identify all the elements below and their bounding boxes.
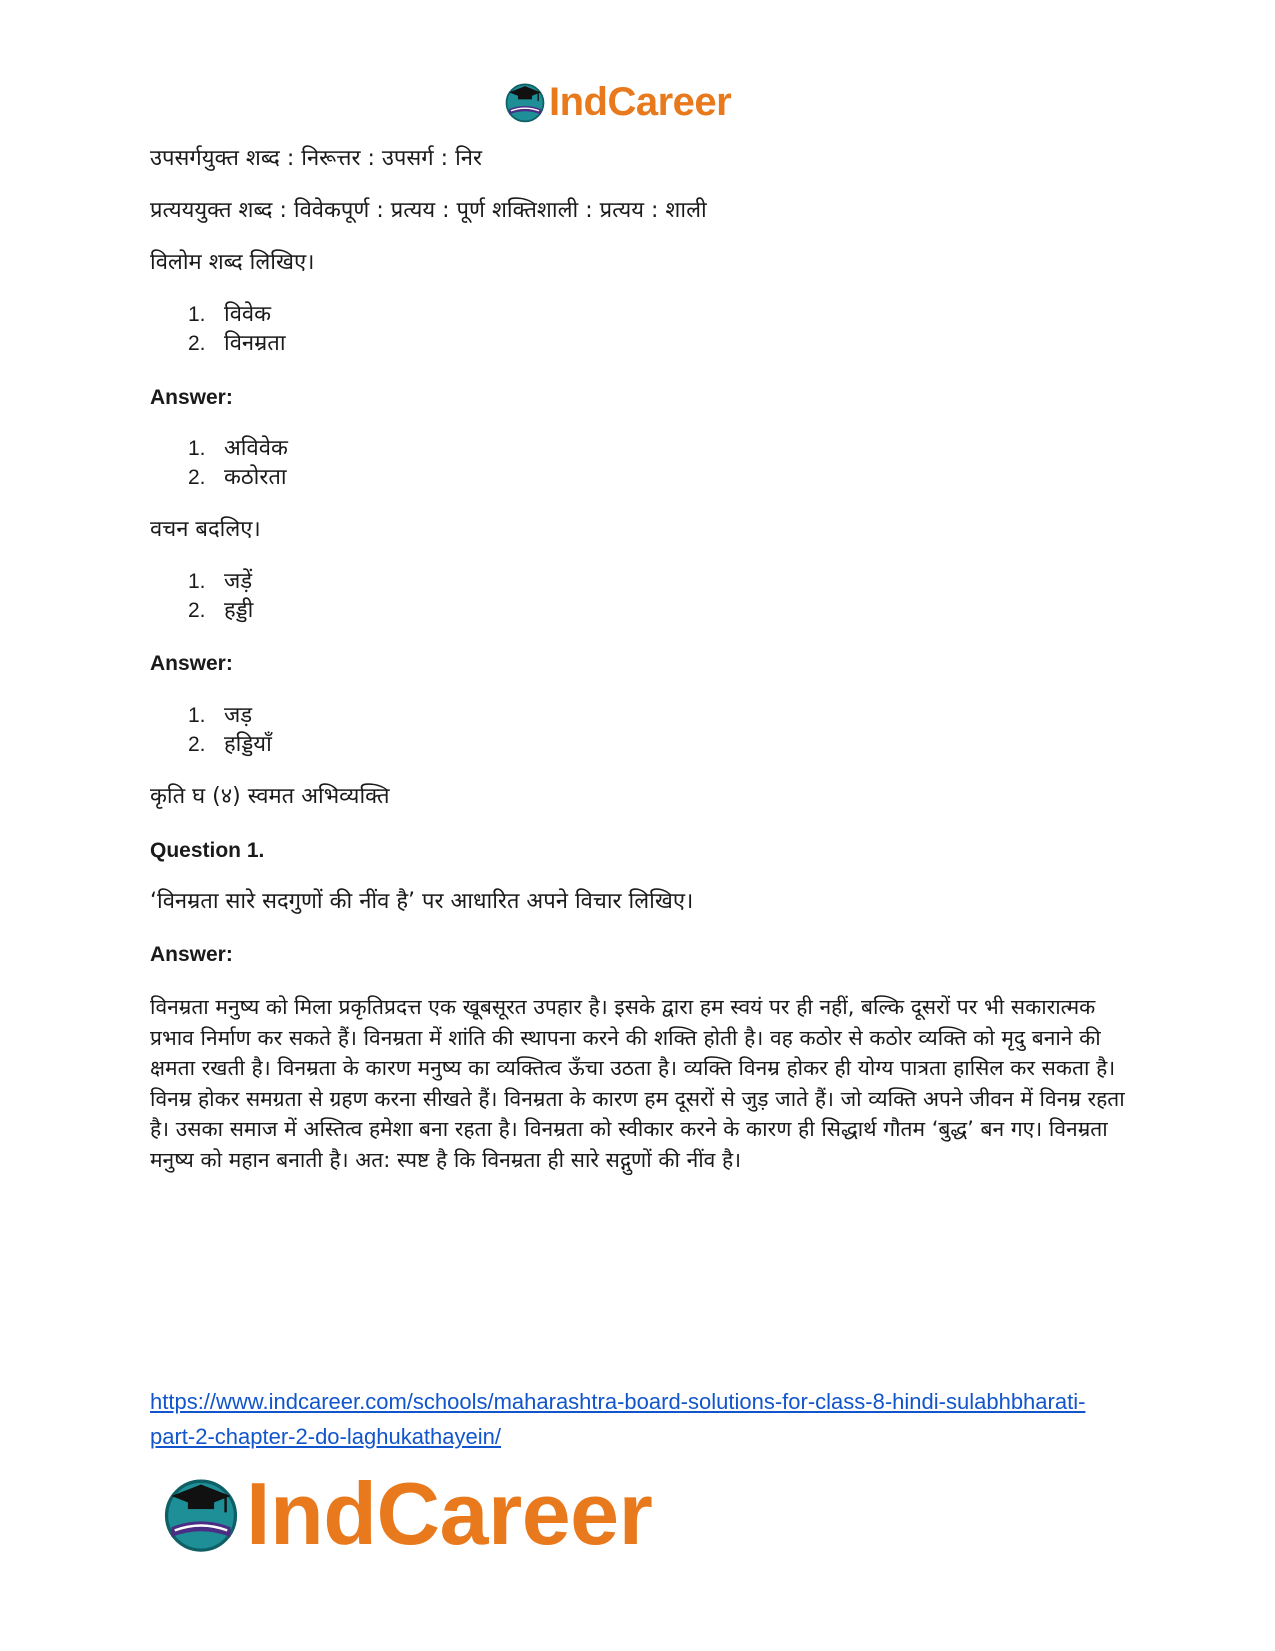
list-item: 2. कठोरता xyxy=(188,465,287,490)
list-item: 1. विवेक xyxy=(188,302,272,327)
graduation-cap-globe-book-icon xyxy=(503,80,547,124)
list-item: 1. जड़ें xyxy=(188,569,253,594)
list-item: 1. जड़ xyxy=(188,703,253,728)
footer-logo xyxy=(160,1466,652,1562)
list-item: 2. विनम्रता xyxy=(188,331,286,356)
pratyay-line: प्रत्यययुक्त शब्द : विवेकपूर्ण : प्रत्यय : पूर्ण शक्तिशाली : प्रत्यय : शाली xyxy=(150,198,707,223)
graduation-cap-globe-book-icon xyxy=(160,1473,242,1555)
source-link[interactable] xyxy=(150,1384,1135,1454)
answer-label: Answer: xyxy=(150,943,233,966)
upsarg-line: उपसर्गयुक्त शब्द : निरूत्तर : उपसर्ग : निर xyxy=(150,146,482,171)
source-link-line-2: part-2-chapter-2-do-laghukathayein/ xyxy=(150,1424,501,1449)
list-item: 2. हड्डियाँ xyxy=(188,732,272,757)
header-logo xyxy=(503,80,731,124)
brand-wordmark: IndCareer xyxy=(246,1464,653,1563)
kriti-heading: कृति घ (४) स्वमत अभिव्यक्ति xyxy=(150,784,390,809)
answer-label: Answer: xyxy=(150,652,233,675)
answer-label: Answer: xyxy=(150,386,233,409)
question-text: ‘विनम्रता सारे सदगुणों की नींव है’ पर आधारित अपने विचार लिखिए। xyxy=(150,889,694,914)
vilom-heading: विलोम शब्द लिखिए। xyxy=(150,250,315,275)
vachan-heading: वचन बदलिए। xyxy=(150,517,261,542)
list-item: 2. हड्डी xyxy=(188,598,254,623)
brand-wordmark: IndCareer xyxy=(549,80,732,124)
list-item: 1. अविवेक xyxy=(188,436,288,461)
source-link-line-1: https://www.indcareer.com/schools/maharashtra-board-solutions-for-class-8-hindi-sulabhbharati- xyxy=(150,1389,1086,1414)
question-label: Question 1. xyxy=(150,839,265,862)
answer-paragraph: विनम्रता मनुष्य को मिला प्रकृतिप्रदत्त एक खूबसूरत उपहार है। इसके द्वारा हम स्वयं पर ही नहीं, बल्कि दूसरों पर भी सकारात्मक प्रभाव निर्माण कर सकते हैं। विनम्रता में शांति की स्थापना करने की शक्ति होती है। वह कठोर से कठोर व्यक्ति को मृदु बनाने की क्षमता रखती है। विनम्रता के कारण मनुष्य का व्यक्तित्व ऊँचा उठता है। व्यक्ति विनम्र होकर ही योग्य पात्रता हासिल कर सकता है। विनम्र होकर समग्रता से ग्रहण करना सीखते हैं। विनम्रता के कारण हम दूसरों से जुड़ जाते हैं। जो व्यक्ति अपने जीवन में विनम्र रहता है। उसका समाज में अस्तित्व हमेशा बना रहता है। विनम्रता को स्वीकार करने के कारण ही सिद्धार्थ गौतम ‘बुद्ध’ बन गए। विनम्रता मनुष्य को महान बनाती है। अत: स्पष्ट है कि विनम्रता ही सारे सद्गुणों की नींव है। xyxy=(150,995,1125,1172)
